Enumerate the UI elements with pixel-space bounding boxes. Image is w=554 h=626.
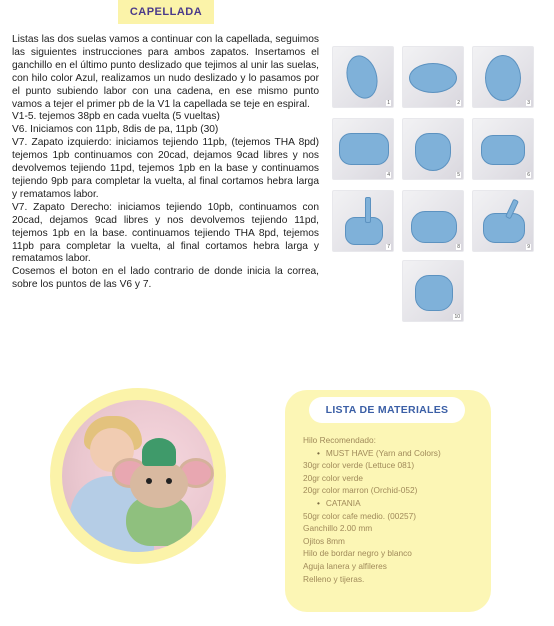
finished-doll-photo [62,400,214,552]
step-photo-2 [402,46,464,108]
material-item: 20gr color marron (Orchid-052) [303,485,418,496]
page-title: CAPELLADA [118,0,214,24]
step-photo-grid [332,46,536,322]
instructions-round-7-left: V7. Zapato izquierdo: iniciamos tejiendo 11pb, (tejemos THA 8pd) tejemos 1pb continuamos con 20cad, dejamos 9cad libres y nos devolvemos tejiendo 11pd, tejemos 1pb en la base y continuamos tejiendo 9pb para completar la vuelta, al final cortamos hebra larga y rematamos labor. [12,137,319,200]
step-number: 3 [527,100,530,106]
step-photo-5 [402,118,464,180]
mouse-eye [146,478,152,484]
shoe-shape [345,217,383,245]
step-photo-6 [472,118,534,180]
material-item: • CATANIA [303,497,487,510]
shoe-shape [415,275,453,311]
material-item: • MUST HAVE (Yarn and Colors) [303,447,487,460]
shoe-shape [339,133,389,165]
step-number: 6 [527,172,530,178]
instructions-text [12,34,319,292]
step-number: 7 [387,244,390,250]
step-number: 1 [387,100,390,106]
step-photo-1 [332,46,394,108]
shoe-shape [411,211,457,243]
material-item: 30gr color verde (Lettuce 081) [303,460,415,471]
step-number: 8 [457,244,460,250]
finished-doll-photo-frame [50,388,226,564]
step-photo-4 [332,118,394,180]
strap-shape [365,197,371,223]
step-number: 5 [457,172,460,178]
materials-card [285,390,491,612]
step-photo-3 [472,46,534,108]
step-photo-10 [402,260,464,322]
shoe-shape [415,133,451,171]
material-item: 50gr color cafe medio. (00257) [303,510,416,521]
instructions-button: Cosemos el boton en el lado contrario de donde inicia la correa, sobre los puntos de las V6 y 7. [12,266,319,291]
step-photo-7 [332,190,394,252]
instructions-round-1-5: V1-5. tejemos 38pb en cada vuelta (5 vueltas) [12,111,220,123]
material-item: Ganchillo 2.00 mm [303,523,373,534]
shoe-shape [481,135,525,165]
step-photo-9 [472,190,534,252]
step-number: 2 [457,100,460,106]
sole-shape [342,52,382,102]
materials-title: LISTA DE MATERIALES [309,397,465,423]
step-photo-8 [402,190,464,252]
material-item: Aguja lanera y alfileres [303,560,387,571]
materials-list [303,434,487,585]
material-item: Hilo Recomendado: [303,435,376,445]
material-item: Relleno y tijeras. [303,573,365,584]
instructions-round-7-right: V7. Zapato Derecho: iniciamos tejiendo 10pb, continuamos con 20cad, dejamos 9cad libres y nos devolvemos tejiendo 11pd, tejemos 1pb en la base. continuamos tejiendo THA 8pd, tejemos 11pb para completar la vuelta, al final cortamos hebra larga y rematamos labor. [12,201,319,265]
mouse-head [130,460,188,508]
mouse-eye [166,478,172,484]
material-item: Ojitos 8mm [303,535,345,546]
material-item: Hilo de bordar negro y blanco [303,548,412,559]
sole-shape [485,55,521,101]
instructions-intro: Listas las dos suelas vamos a continuar con la capellada, seguimos las siguientes instrucciones para ambos zapatos. Insertamos el ganchillo en el último punto deslizado que tejimos al unir las suelas, con hilo color Azul, realizamos un nudo deslizado y lo pasamos por el punto subiendo labor con una cadena, en ese mismo punto vamos a tejer el primer pb de la V1 la capellada se teje en espiral. [12,34,319,110]
mouse-hat [142,438,176,466]
step-number: 10 [454,314,460,320]
step-number: 4 [387,172,390,178]
sole-shape [409,63,457,93]
step-number: 9 [527,244,530,250]
material-item: 20gr color verde [303,472,363,483]
instructions-round-6: V6. Iniciamos con 11pb, 8dis de pa, 11pb (30) [12,124,219,136]
shoe-shape [483,213,525,243]
